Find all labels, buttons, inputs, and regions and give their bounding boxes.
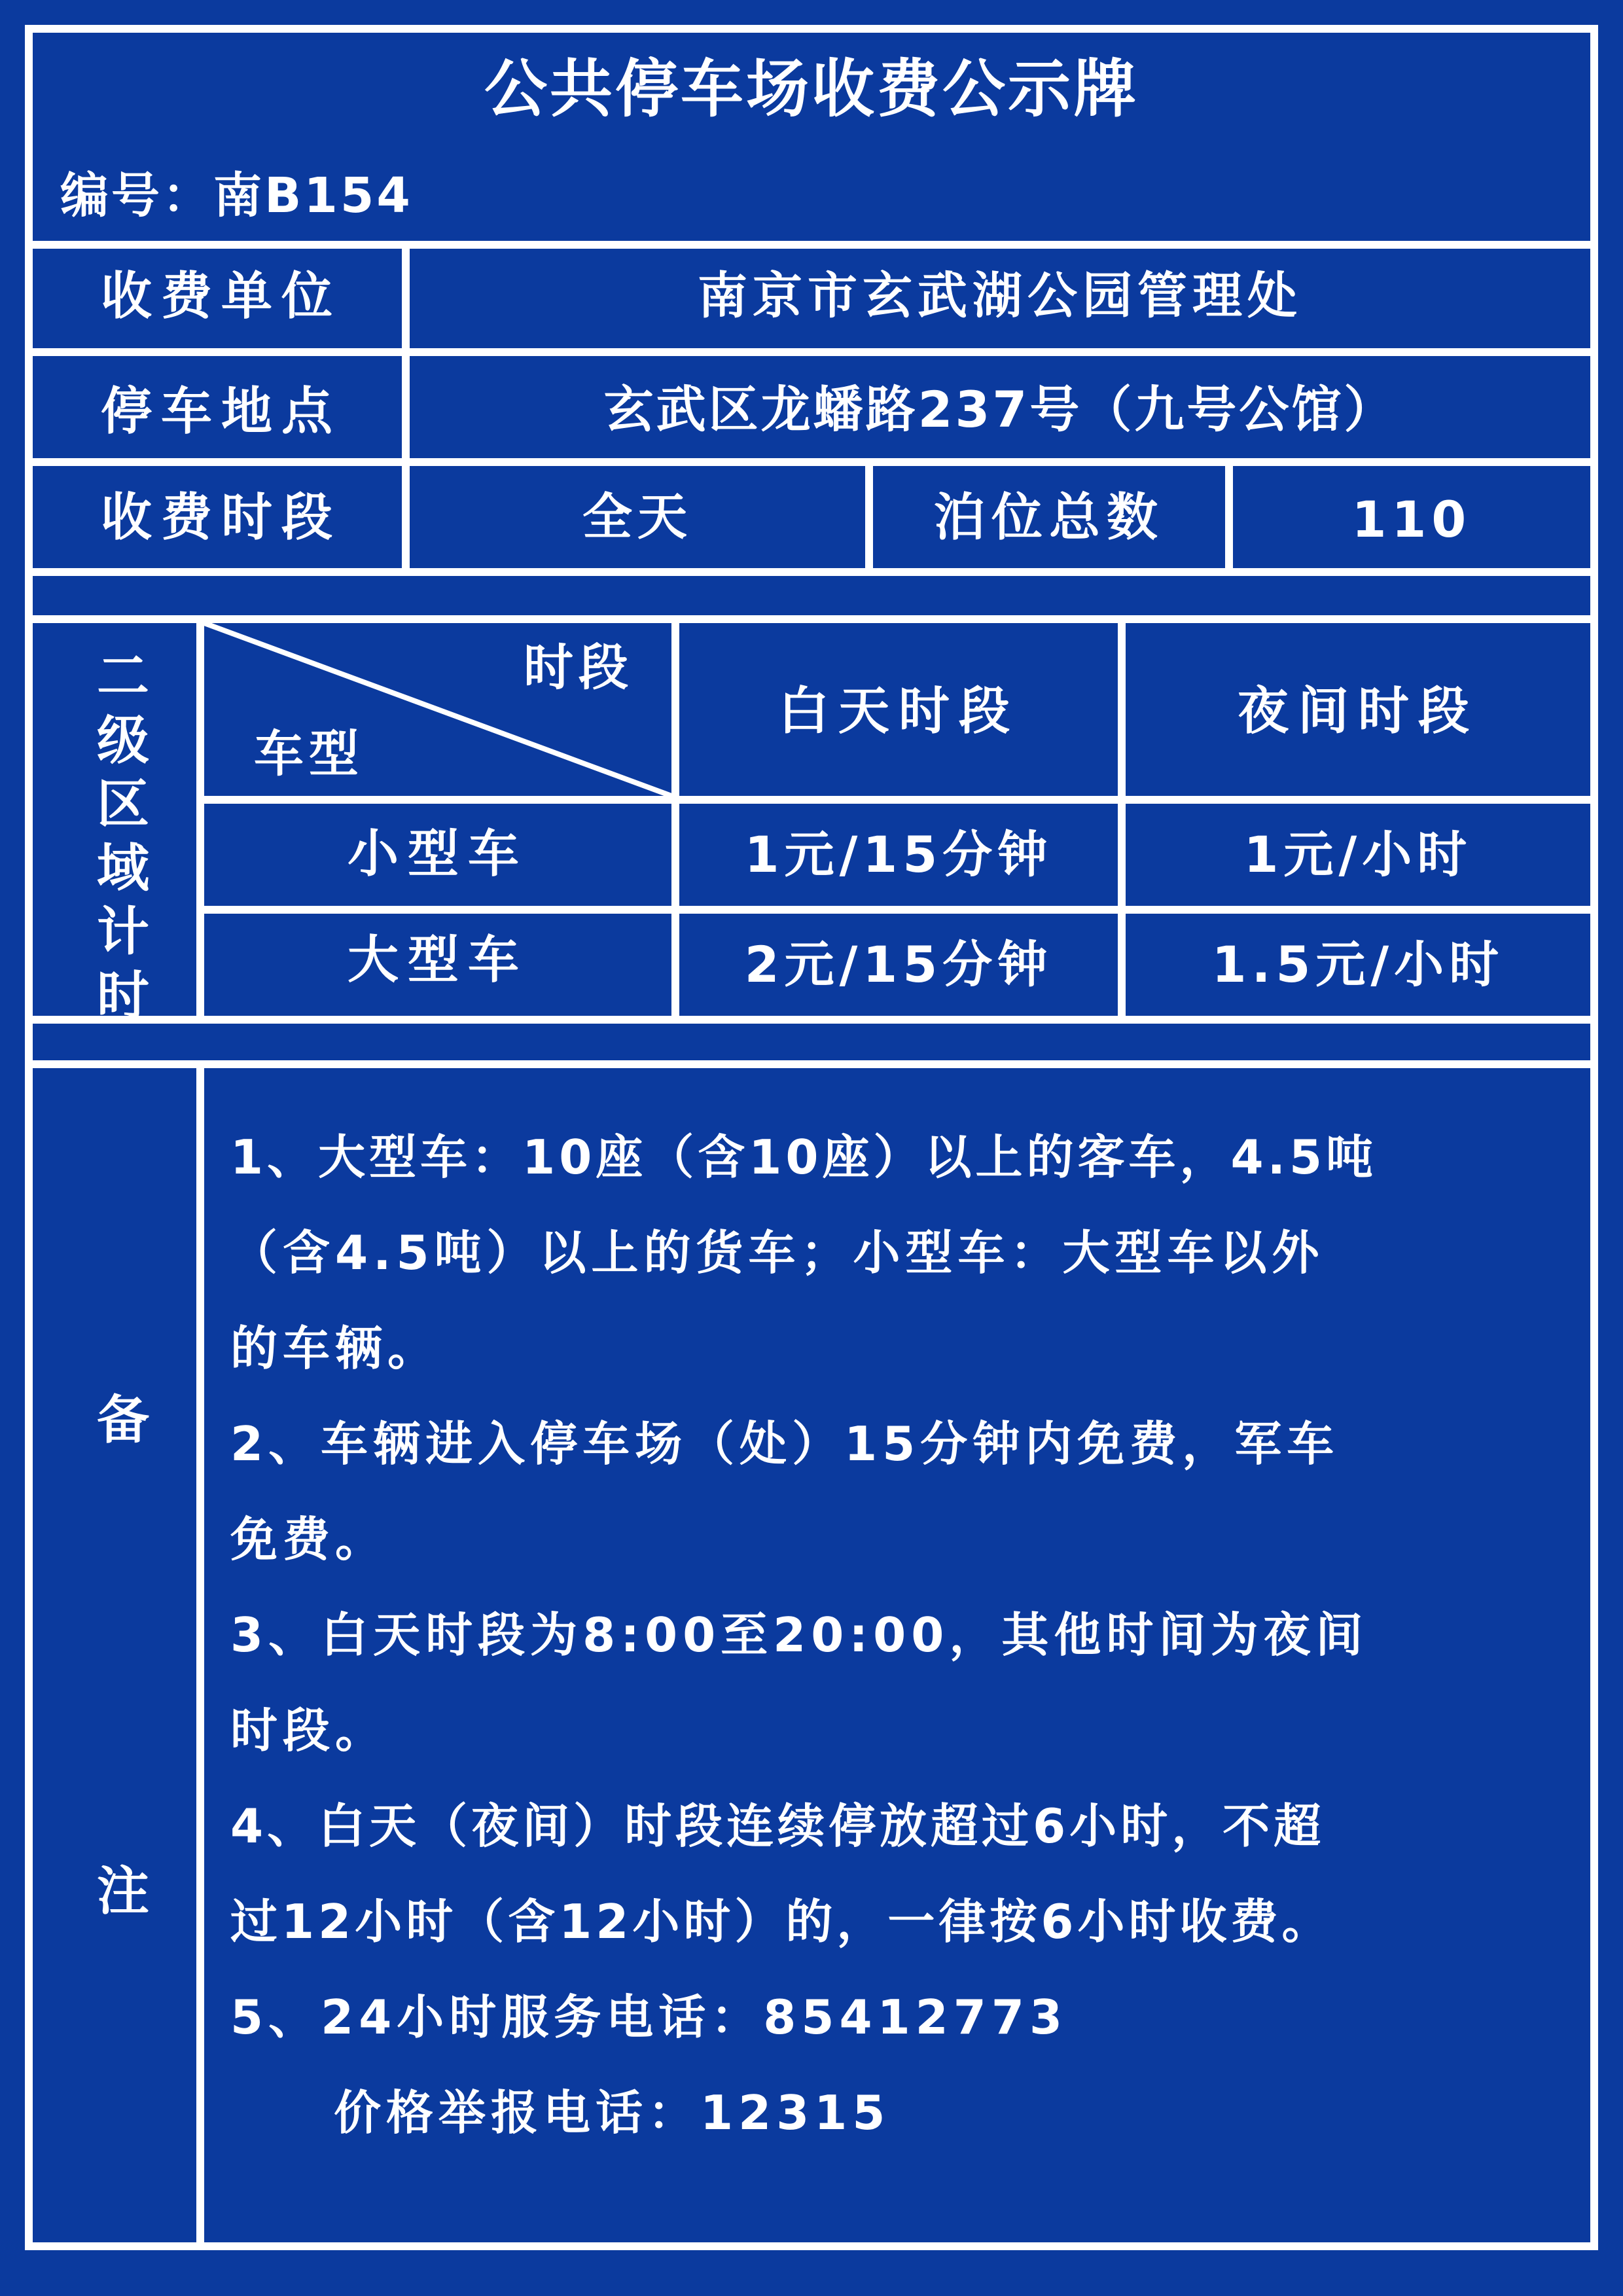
note-line: （含4.5吨）以上的货车；小型车：大型车以外 xyxy=(230,1225,1325,1280)
side-char: 级 xyxy=(97,709,149,771)
large-day-rate: 2元/15分钟 xyxy=(744,935,1053,994)
side-char: 时 xyxy=(97,965,149,1026)
divider xyxy=(202,906,1590,914)
notes-side-char: 备 xyxy=(97,1390,149,1450)
side-char: 区 xyxy=(97,774,149,835)
divider xyxy=(33,615,1590,623)
hours-value: 全天 xyxy=(582,488,692,546)
divider xyxy=(1225,458,1233,568)
divider xyxy=(202,796,1590,804)
note-line: 2、车辆进入停车场（处）15分钟内免费，军车 xyxy=(230,1416,1340,1471)
note-line: 1、大型车：10座（含10座）以上的客车，4.5吨 xyxy=(230,1130,1378,1185)
sign-number: 编号：南B154 xyxy=(60,168,413,224)
divider xyxy=(402,241,410,568)
divider xyxy=(33,1016,1590,1024)
divider xyxy=(1118,615,1126,1016)
note-line: 的车辆。 xyxy=(230,1321,440,1376)
divider xyxy=(33,1060,1590,1068)
small-day-rate: 1元/15分钟 xyxy=(744,825,1053,884)
small-night-rate: 1元/小时 xyxy=(1243,825,1472,884)
day-column-header: 白天时段 xyxy=(777,682,1019,741)
large-night-rate: 1.5元/小时 xyxy=(1211,935,1505,994)
rates-side-label xyxy=(90,645,156,1028)
side-char: 二 xyxy=(97,646,149,707)
side-char: 域 xyxy=(97,837,149,899)
note-line: 3、白天时段为8:00至20:00，其他时间为夜间 xyxy=(230,1607,1368,1662)
divider xyxy=(196,615,204,1016)
note-line: 价格举报电话：12315 xyxy=(334,2085,891,2140)
small-vehicle-label: 小型车 xyxy=(347,825,528,884)
large-vehicle-label: 大型车 xyxy=(347,931,528,990)
unit-value: 南京市玄武湖公园管理处 xyxy=(698,266,1302,325)
note-line: 免费。 xyxy=(230,1512,388,1567)
unit-label: 收费单位 xyxy=(100,267,342,326)
spaces-value: 110 xyxy=(1351,490,1472,548)
divider xyxy=(671,615,679,1016)
note-line: 5、24小时服务电话：85412773 xyxy=(230,1990,1068,2045)
divider xyxy=(33,568,1590,576)
corner-vehicle-label: 车型 xyxy=(254,725,364,783)
notes-side-char: 注 xyxy=(97,1861,149,1922)
divider xyxy=(33,241,1590,249)
night-column-header: 夜间时段 xyxy=(1237,682,1478,741)
note-line: 时段。 xyxy=(230,1703,388,1758)
divider xyxy=(196,1060,204,2244)
hours-label: 收费时段 xyxy=(100,488,342,547)
side-char: 计 xyxy=(97,901,149,963)
divider xyxy=(865,458,873,568)
note-line: 4、白天（夜间）时段连续停放超过6小时，不超 xyxy=(230,1799,1325,1854)
divider xyxy=(33,348,1590,356)
location-value: 玄武区龙蟠路237号（九号公馆） xyxy=(603,380,1397,439)
sign-title: 公共停车场收费公示牌 xyxy=(484,52,1139,126)
corner-period-label: 时段 xyxy=(524,638,633,696)
divider xyxy=(33,458,1590,466)
location-label: 停车地点 xyxy=(100,382,342,441)
note-line: 过12小时（含12小时）的，一律按6小时收费。 xyxy=(230,1894,1333,1949)
spaces-label: 泊位总数 xyxy=(933,488,1164,547)
